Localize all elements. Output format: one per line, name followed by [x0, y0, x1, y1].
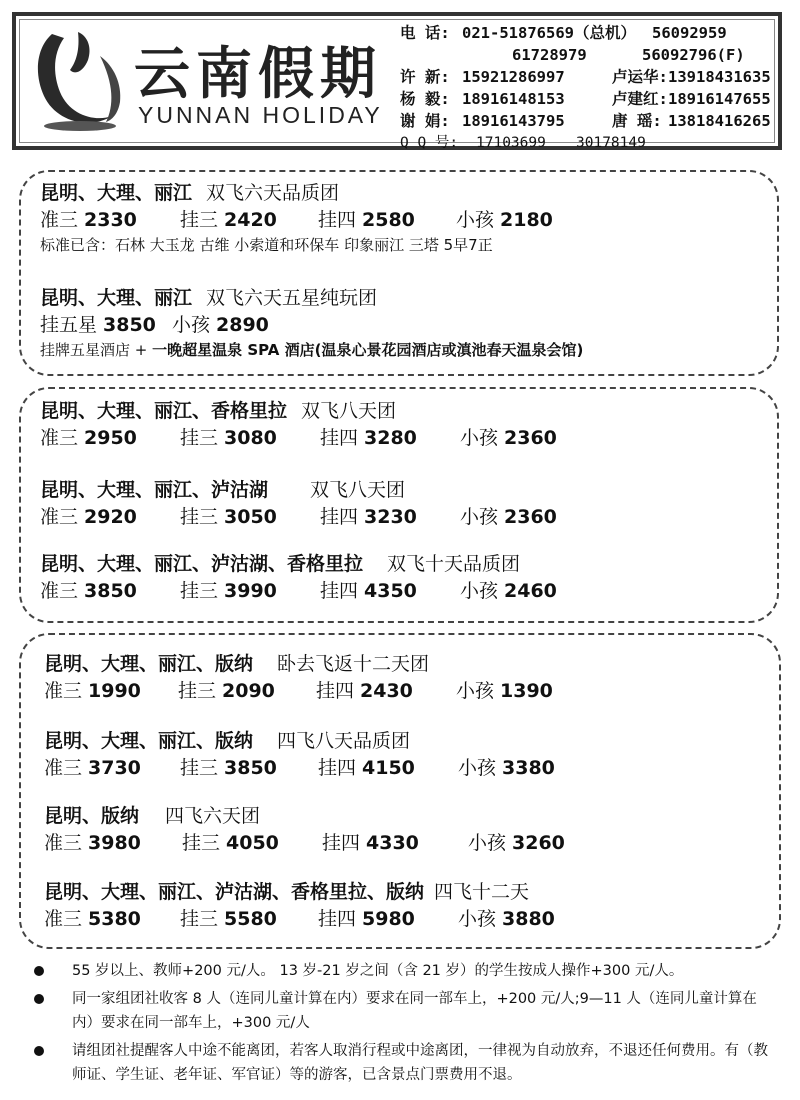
- bullet-icon: [34, 1046, 44, 1056]
- header-banner: [12, 12, 782, 150]
- contact-tel: 15921286997: [462, 68, 565, 86]
- price-label: 挂四: [318, 757, 357, 779]
- route-type: 四飞六天团: [165, 805, 261, 827]
- price-value: 4050: [226, 832, 279, 854]
- price-item: [458, 754, 555, 782]
- price-value: 2950: [84, 427, 137, 449]
- price-label: 挂四: [316, 680, 355, 702]
- route-title: [40, 180, 553, 206]
- price-label: 挂三: [180, 580, 219, 602]
- route-title: [44, 803, 565, 829]
- price-item: [320, 503, 460, 531]
- note-item: [30, 987, 775, 1035]
- price-value: 2890: [216, 314, 269, 336]
- qq-row: [400, 132, 776, 154]
- price-label: 挂三: [180, 427, 219, 449]
- route-item: [40, 477, 557, 531]
- phone-main: 021-51876569（总机）: [462, 24, 636, 42]
- note-text: 同一家组团社收客 8 人（连同儿童计算在内）要求在同一部车上，+200 元/人;9—11 人（连同儿童计算在内）要求在同一部车上，+300 元/人: [72, 991, 757, 1031]
- route-destinations: 昆明、大理、丽江、香格里拉: [40, 400, 288, 422]
- price-label: 准三: [44, 757, 83, 779]
- fax-number: 56092796(F): [642, 46, 745, 64]
- price-row: [40, 311, 583, 339]
- price-label: 挂三: [180, 908, 219, 930]
- price-value: 3980: [88, 832, 141, 854]
- contact-tel: 18916148153: [462, 90, 565, 108]
- price-value: 5580: [224, 908, 277, 930]
- price-value: 3230: [364, 506, 417, 528]
- price-value: 3880: [502, 908, 555, 930]
- price-item: [180, 503, 320, 531]
- price-item: [40, 577, 180, 605]
- qq-label: Q Q 号:: [400, 135, 459, 151]
- price-item: [460, 503, 557, 531]
- price-item: [458, 905, 555, 933]
- route-destinations: 昆明、版纳: [44, 805, 140, 827]
- price-item: [456, 677, 553, 705]
- price-label: 小孩: [460, 427, 499, 449]
- price-item: [180, 424, 320, 452]
- price-value: 2580: [362, 209, 415, 231]
- notes-list: [30, 959, 775, 1091]
- price-item: [40, 311, 172, 339]
- bullet-icon: [34, 994, 44, 1004]
- route-type: 双飞六天五星纯玩团: [206, 287, 378, 309]
- contact-row: [400, 66, 776, 88]
- price-value: 3850: [84, 580, 137, 602]
- price-label: 准三: [44, 832, 83, 854]
- route-item: [40, 285, 583, 361]
- price-label: 小孩: [456, 209, 495, 231]
- qq-number: 30178149: [576, 135, 646, 151]
- route-title: [40, 477, 557, 503]
- price-item: [180, 754, 318, 782]
- contact-name: 杨 毅:: [400, 90, 450, 108]
- price-label: 挂三: [180, 757, 219, 779]
- price-label: 挂四: [320, 427, 359, 449]
- price-value: 5980: [362, 908, 415, 930]
- price-item: [182, 829, 322, 857]
- route-title: [40, 398, 557, 424]
- price-item: [320, 577, 460, 605]
- contact-name: 卢运华:: [612, 68, 668, 86]
- price-value: 3380: [502, 757, 555, 779]
- price-row: [44, 677, 553, 705]
- price-label: 挂五星: [40, 314, 98, 336]
- price-item: [44, 754, 180, 782]
- route-item: [40, 398, 557, 452]
- route-type: 双飞六天品质团: [206, 182, 340, 204]
- price-value: 3990: [224, 580, 277, 602]
- price-row: [44, 754, 555, 782]
- route-title: [40, 285, 583, 311]
- contact-tel: 13818416265: [668, 112, 771, 130]
- price-value: 2330: [84, 209, 137, 231]
- contact-row: [400, 88, 776, 110]
- price-value: 2360: [504, 506, 557, 528]
- route-item: [44, 879, 555, 933]
- qq-number: 17103699: [476, 135, 546, 151]
- route-note: 标准已含：石林 大玉龙 古维 小索道和环保车 印象丽江 三塔 5早7正: [40, 236, 493, 254]
- phone-label: 电 话:: [400, 24, 450, 42]
- price-item: [180, 905, 318, 933]
- price-value: 2090: [222, 680, 275, 702]
- hotel-note-bold: 一晚超星温泉 SPA 酒店(温泉心景花园酒店或滇池春天温泉会馆): [152, 341, 584, 359]
- price-value: 3080: [224, 427, 277, 449]
- price-value: 3280: [364, 427, 417, 449]
- contact-tel: 13918431635: [668, 68, 771, 86]
- route-destinations: 昆明、大理、丽江、版纳: [44, 730, 254, 752]
- price-value: 1390: [500, 680, 553, 702]
- price-value: 2920: [84, 506, 137, 528]
- price-row: [40, 206, 553, 234]
- note-item: [30, 959, 775, 983]
- contact-name: 许 新:: [400, 68, 450, 86]
- price-label: 挂四: [320, 506, 359, 528]
- route-destinations: 昆明、大理、丽江、泸沽湖、香格里拉、版纳: [44, 881, 425, 903]
- price-value: 2360: [504, 427, 557, 449]
- price-item: [44, 677, 178, 705]
- price-label: 挂三: [180, 209, 219, 231]
- price-label: 准三: [40, 506, 79, 528]
- price-item: [318, 754, 458, 782]
- route-destinations: 昆明、大理、丽江、泸沽湖、香格里拉: [40, 553, 364, 575]
- price-label: 准三: [40, 580, 79, 602]
- contact-name: 谢 娟:: [400, 112, 450, 130]
- price-value: 4350: [364, 580, 417, 602]
- route-title: [44, 879, 555, 905]
- note-text: 55 岁以上、教师+200 元/人。 13 岁-21 岁之间（含 21 岁）的学生按成人操作+300 元/人。: [72, 963, 684, 979]
- route-item: [44, 728, 555, 782]
- price-item: [40, 424, 180, 452]
- note-text: 请组团社提醒客人中途不能离团，若客人取消行程或中途离团，一律视为自动放弃，不退还任何费用。有（教师证、学生证、老年证、军官证）等的游客，已含景点门票费用不退。: [72, 1043, 768, 1083]
- price-row: [40, 503, 557, 531]
- price-value: 5380: [88, 908, 141, 930]
- price-item: [180, 577, 320, 605]
- route-destinations: 昆明、大理、丽江: [40, 287, 193, 309]
- price-label: 准三: [44, 908, 83, 930]
- price-label: 挂四: [318, 209, 357, 231]
- price-item: [320, 424, 460, 452]
- price-value: 3850: [103, 314, 156, 336]
- route-item: [40, 180, 553, 256]
- price-value: 2180: [500, 209, 553, 231]
- contact-tel: 18916143795: [462, 112, 565, 130]
- route-type: 双飞八天团: [301, 400, 397, 422]
- route-title: [44, 651, 553, 677]
- price-item: [318, 206, 456, 234]
- contact-name: 卢建红:: [612, 90, 668, 108]
- phone-3: 61728979: [512, 46, 587, 64]
- route-type: 双飞十天品质团: [387, 553, 521, 575]
- price-value: 2430: [360, 680, 413, 702]
- phone-row-2: [400, 44, 776, 66]
- price-value: 1990: [88, 680, 141, 702]
- route-item: [40, 551, 557, 605]
- route-note: [40, 339, 583, 361]
- price-value: 3850: [224, 757, 277, 779]
- price-value: 3050: [224, 506, 277, 528]
- logo-english-text: YUNNAN HOLIDAY: [138, 102, 383, 128]
- price-label: 准三: [44, 680, 83, 702]
- price-item: [44, 829, 182, 857]
- contact-tel: 18916147655: [668, 90, 771, 108]
- route-item: [44, 651, 553, 705]
- price-label: 小孩: [460, 580, 499, 602]
- price-value: 3730: [88, 757, 141, 779]
- price-value: 4330: [366, 832, 419, 854]
- price-item: [456, 206, 553, 234]
- price-item: [40, 503, 180, 531]
- contact-block: [400, 22, 776, 154]
- price-value: 4150: [362, 757, 415, 779]
- price-label: 挂四: [318, 908, 357, 930]
- route-type: 四飞十二天: [434, 881, 530, 903]
- logo-icon: [30, 26, 126, 136]
- hotel-note: 挂牌五星酒店 +: [40, 341, 153, 359]
- price-label: 挂三: [182, 832, 221, 854]
- price-label: 小孩: [468, 832, 507, 854]
- price-item: [316, 677, 456, 705]
- route-destinations: 昆明、大理、丽江、泸沽湖: [40, 479, 269, 501]
- price-label: 小孩: [460, 506, 499, 528]
- bullet-icon: [34, 966, 44, 976]
- price-label: 挂四: [322, 832, 361, 854]
- phone-2: 56092959: [652, 24, 727, 42]
- logo-chinese-text: 云南假期: [134, 42, 382, 107]
- price-label: 小孩: [458, 908, 497, 930]
- price-label: 挂四: [320, 580, 359, 602]
- price-value: 3260: [512, 832, 565, 854]
- price-item: [468, 829, 565, 857]
- price-label: 小孩: [456, 680, 495, 702]
- contact-name: 唐 瑶:: [612, 112, 662, 130]
- price-label: 小孩: [172, 314, 211, 336]
- route-type: 四飞八天品质团: [277, 730, 411, 752]
- price-value: 2460: [504, 580, 557, 602]
- price-item: [44, 905, 180, 933]
- price-item: [322, 829, 468, 857]
- route-destinations: 昆明、大理、丽江: [40, 182, 193, 204]
- price-label: 挂三: [178, 680, 217, 702]
- route-item: [44, 803, 565, 857]
- price-label: 准三: [40, 427, 79, 449]
- route-destinations: 昆明、大理、丽江、版纳: [44, 653, 254, 675]
- price-row: [44, 905, 555, 933]
- price-item: [460, 424, 557, 452]
- phone-row: [400, 22, 776, 44]
- route-type: 双飞八天团: [310, 479, 406, 501]
- note-item: [30, 1039, 775, 1087]
- price-row: [44, 829, 565, 857]
- route-title: [40, 551, 557, 577]
- price-label: 小孩: [458, 757, 497, 779]
- price-value: 2420: [224, 209, 277, 231]
- price-item: [172, 311, 269, 339]
- price-item: [40, 206, 180, 234]
- price-row: [40, 577, 557, 605]
- route-title: [44, 728, 555, 754]
- price-label: 准三: [40, 209, 79, 231]
- price-item: [460, 577, 557, 605]
- route-type: 卧去飞返十二天团: [277, 653, 430, 675]
- contact-row: [400, 110, 776, 132]
- price-item: [178, 677, 316, 705]
- price-item: [318, 905, 458, 933]
- price-item: [180, 206, 318, 234]
- price-label: 挂三: [180, 506, 219, 528]
- price-row: [40, 424, 557, 452]
